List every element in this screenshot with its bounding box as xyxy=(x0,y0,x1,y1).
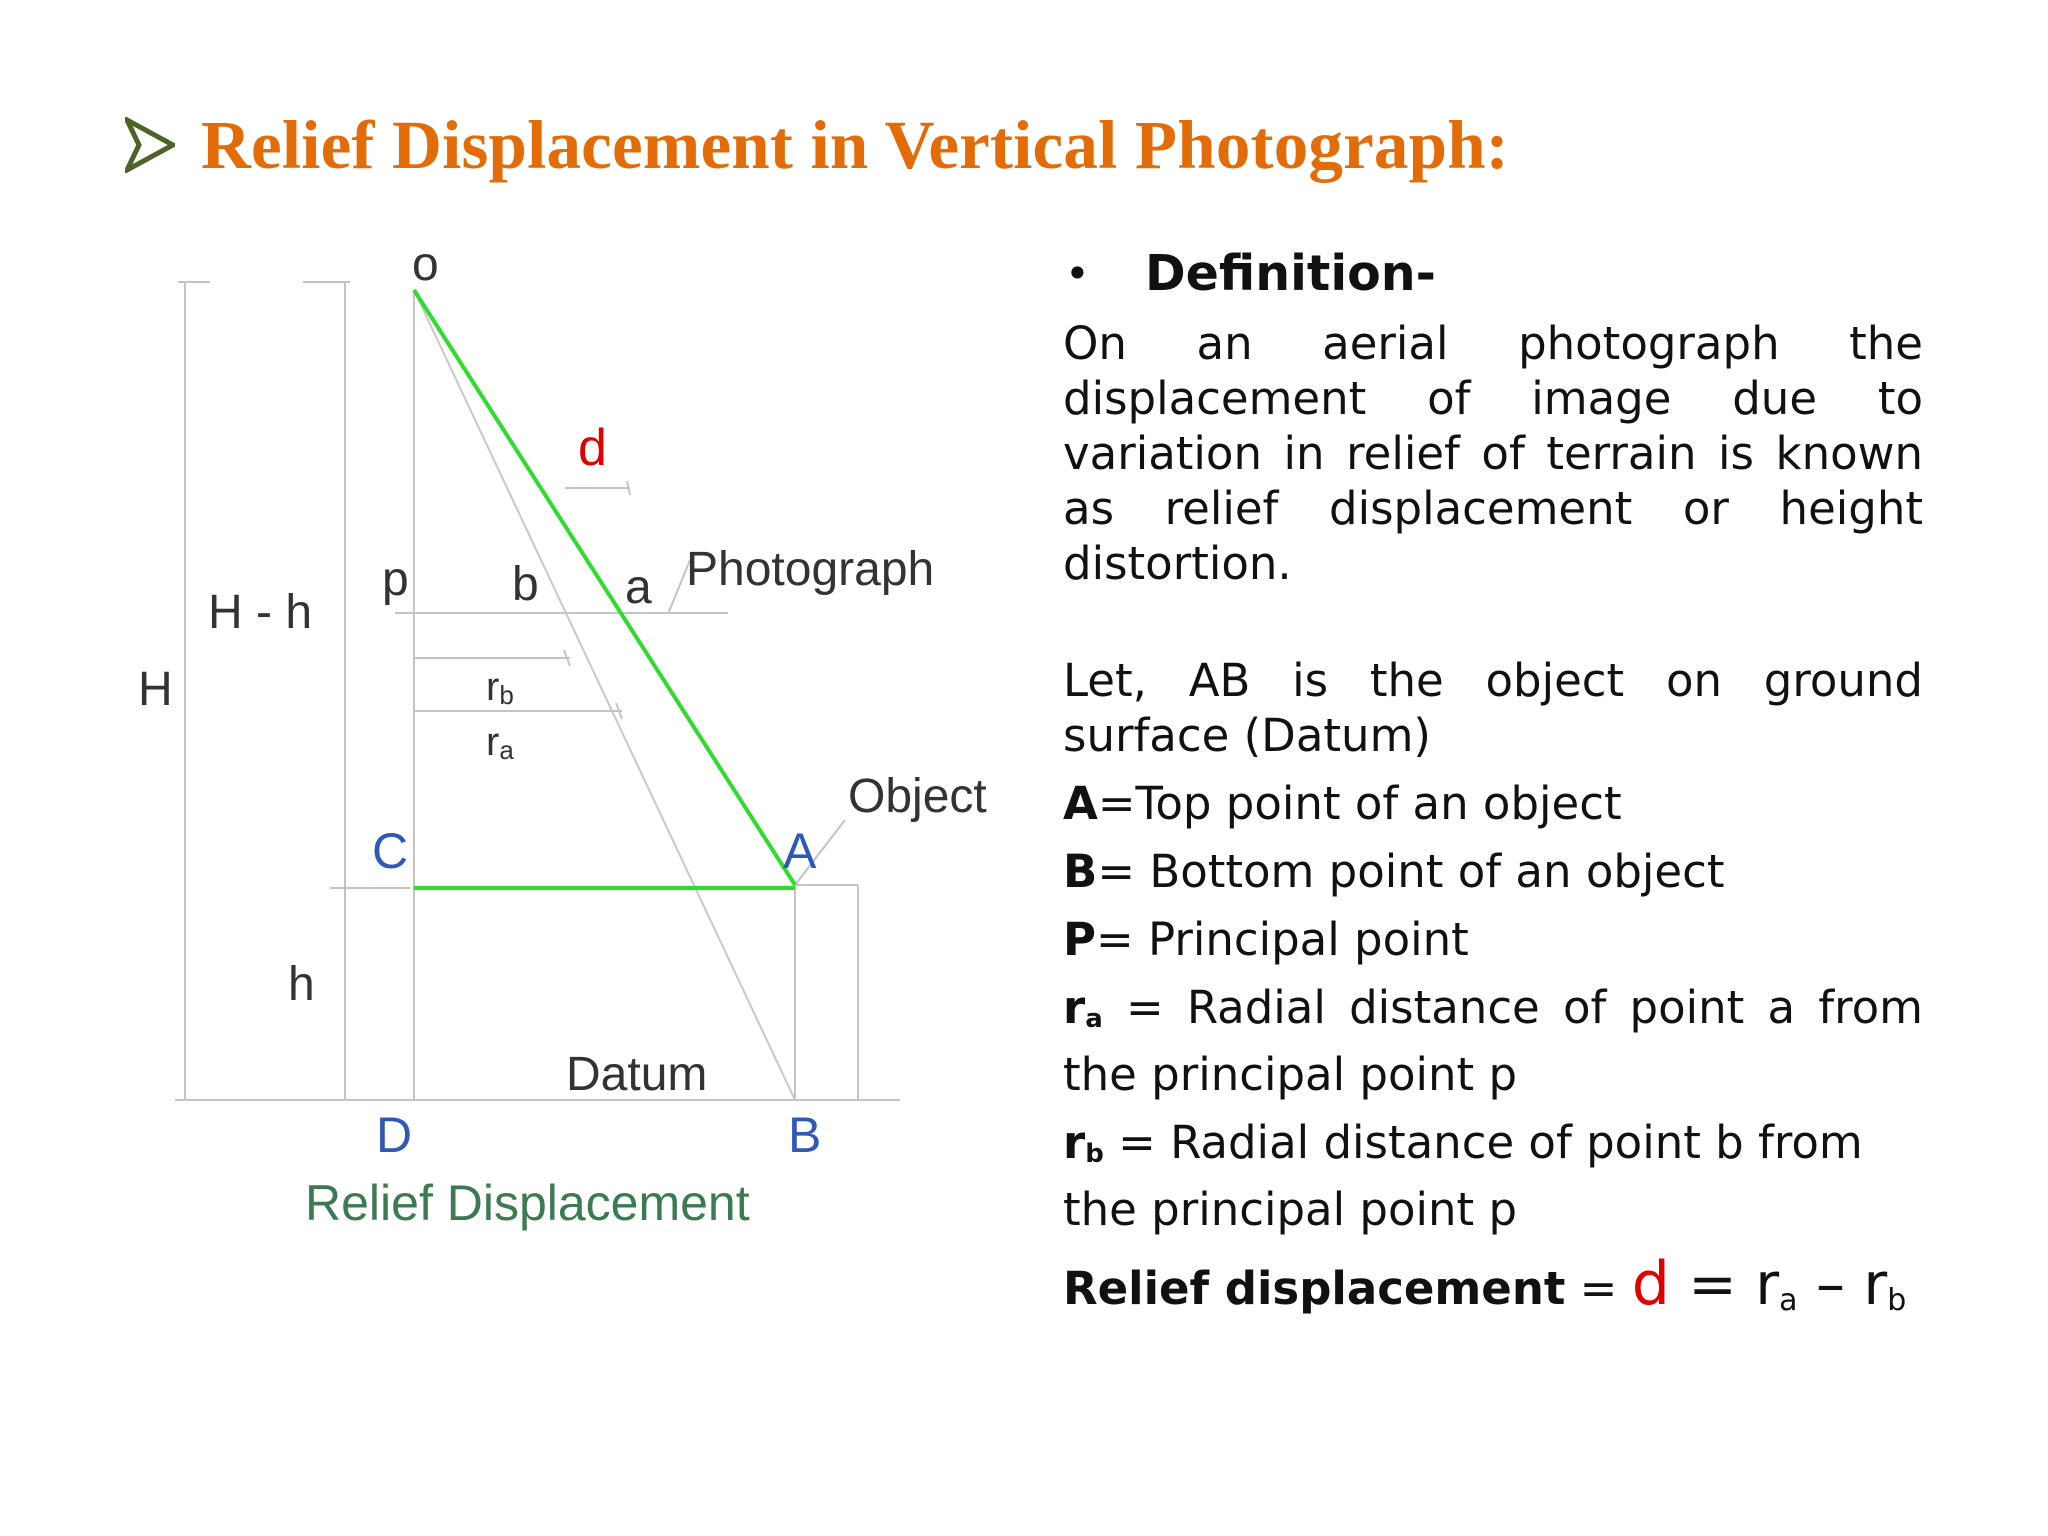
label-b: b xyxy=(512,558,539,611)
label-rb: rb xyxy=(486,665,514,710)
projection-line-ob xyxy=(414,290,795,1100)
list-item: P= Principal point xyxy=(1063,913,1469,966)
label-B: B xyxy=(788,1107,822,1163)
label-d: d xyxy=(578,419,607,477)
definition-paragraph: On an aerial photograph the displacement of image due to variation in relief of terrain is known as relief displacement or height distortion. xyxy=(1063,317,1923,590)
relief-displacement-formula: Relief displacement = d = ra – rb xyxy=(1063,1249,1907,1319)
bullet-icon: • xyxy=(1065,248,1090,298)
definition-heading: Definition- xyxy=(1145,244,1437,302)
label-photograph: Photograph xyxy=(686,543,935,596)
definition-panel xyxy=(1063,238,1923,1328)
label-p: p xyxy=(382,553,409,606)
relief-displacement-diagram xyxy=(0,0,1020,1536)
label-datum: Datum xyxy=(566,1048,708,1101)
diagram-caption: Relief Displacement xyxy=(305,1175,750,1231)
list-item: A=Top point of an object xyxy=(1063,777,1622,830)
label-C: C xyxy=(372,823,409,879)
label-A: A xyxy=(783,823,817,879)
label-o: o xyxy=(412,238,439,291)
list-item: rb = Radial distance of point b from the principal point p xyxy=(1063,1116,1863,1236)
label-ra: ra xyxy=(486,720,514,765)
label-H: H xyxy=(138,663,173,716)
page-title: Relief Displacement in Vertical Photograph: xyxy=(201,106,1509,183)
label-D: D xyxy=(376,1107,413,1163)
label-h-minus-h: H - h xyxy=(208,586,313,639)
label-object: Object xyxy=(848,770,987,823)
guide-lines xyxy=(175,282,900,1100)
let-paragraph: Let, AB is the object on ground surface (Datum) xyxy=(1063,654,1923,762)
list-item: B= Bottom point of an object xyxy=(1063,845,1725,898)
label-h: h xyxy=(288,958,315,1011)
definition-heading-row xyxy=(1063,238,1923,308)
list-item: ra = Radial distance of point a from the principal point p xyxy=(1063,981,1923,1101)
label-a: a xyxy=(625,561,652,614)
